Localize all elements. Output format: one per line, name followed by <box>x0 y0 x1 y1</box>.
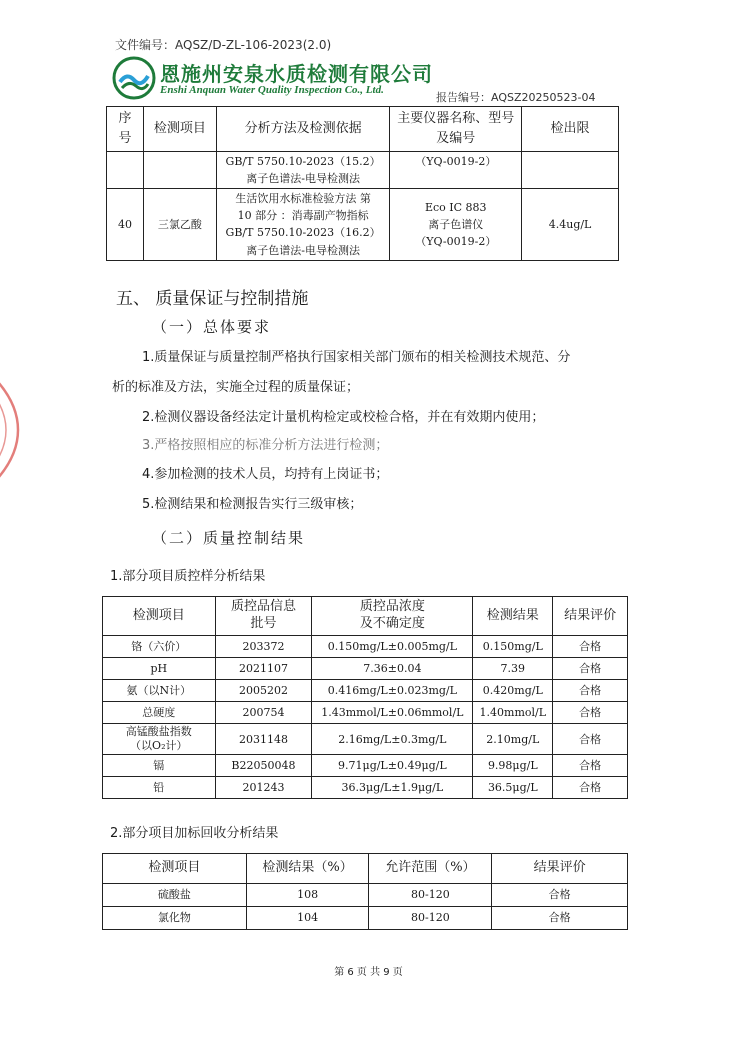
evaluation-cell: 合格 <box>492 884 628 907</box>
concentration-cell: 0.150mg/L±0.005mg/L <box>312 635 473 657</box>
result-cell: 7.39 <box>473 657 553 679</box>
result-cell: 9.98μg/L <box>473 755 553 777</box>
table-header-row <box>103 597 628 636</box>
company-logo-icon <box>112 56 156 100</box>
qc-table <box>102 596 628 799</box>
header-cell: 检测项目 <box>103 597 216 636</box>
item-cell: 三氯乙酸 <box>143 189 216 260</box>
no-cell <box>107 152 144 189</box>
concentration-cell: 0.416mg/L±0.023mg/L <box>312 679 473 701</box>
result-cell: 104 <box>246 907 369 930</box>
evaluation-cell: 合格 <box>492 907 628 930</box>
evaluation-cell: 合格 <box>553 723 628 755</box>
batch-cell: 2031148 <box>215 723 312 755</box>
method-line: 10 部分 ：消毒副产物指标 <box>237 209 369 223</box>
limit-cell <box>522 152 619 189</box>
header-cell: 质控品信息 批号 <box>215 597 312 636</box>
header-cell: 主要仪器名称、型号及编号 <box>390 107 522 152</box>
concentration-cell: 2.16mg/L±0.3mg/L <box>312 723 473 755</box>
result-cell: 2.10mg/L <box>473 723 553 755</box>
table-row <box>103 907 628 930</box>
item-cell: 铅 <box>103 777 216 799</box>
batch-cell: 2021107 <box>215 657 312 679</box>
table-row <box>103 884 628 907</box>
table-row <box>107 152 619 189</box>
instrument-line: 离子色谱仪 <box>428 217 484 231</box>
requirement-item: 5.检测结果和检测报告实行三级审核； <box>142 497 363 512</box>
method-line: 生活饮用水标准检验方法 第 <box>235 192 371 206</box>
header-cell: 允许范围（%） <box>369 854 492 884</box>
table-header-row <box>103 854 628 884</box>
evaluation-cell: 合格 <box>553 777 628 799</box>
evaluation-cell: 合格 <box>553 679 628 701</box>
result-cell: 108 <box>246 884 369 907</box>
method-line: GB/T 5750.10-2023（15.2） <box>225 155 381 169</box>
result-cell: 1.40mmol/L <box>473 701 553 723</box>
subsection-qc-results: （二）质量控制结果 <box>152 529 306 547</box>
item-cell: 镉 <box>103 755 216 777</box>
subsection-general: （一）总体要求 <box>152 318 272 336</box>
table-row <box>103 701 628 723</box>
section-title: 五、 质量保证与控制措施 <box>116 289 309 309</box>
result-cell: 0.150mg/L <box>473 635 553 657</box>
item-cell <box>143 152 216 189</box>
table-row <box>103 777 628 799</box>
header-cell: 检测项目 <box>143 107 216 152</box>
table-row <box>103 755 628 777</box>
batch-cell: 2005202 <box>215 679 312 701</box>
instrument-cell <box>390 189 522 260</box>
evaluation-cell: 合格 <box>553 755 628 777</box>
header-cell: 分析方法及检测依据 <box>216 107 390 152</box>
header-cell: 检出限 <box>522 107 619 152</box>
evaluation-cell: 合格 <box>553 657 628 679</box>
limit-cell: 4.4ug/L <box>522 189 619 260</box>
result-cell: 0.420mg/L <box>473 679 553 701</box>
item-cell: 硫酸盐 <box>103 884 247 907</box>
table-row <box>103 679 628 701</box>
range-cell: 80-120 <box>369 907 492 930</box>
item-cell: 氨（以N计） <box>103 679 216 701</box>
concentration-cell: 1.43mmol/L±0.06mmol/L <box>312 701 473 723</box>
instrument-line: Eco IC 883 <box>424 200 487 214</box>
table-row <box>103 723 628 755</box>
requirement-item: 1.质量保证与质量控制严格执行国家相关部门颁布的相关检测技术规范、分 <box>142 350 571 365</box>
method-line: 离子色谱法-电导检测法 <box>246 243 360 257</box>
document-number: 文件编号：AQSZ/D-ZL-106-2023(2.0) <box>115 38 332 52</box>
header-cell: 检测结果（%） <box>246 854 369 884</box>
header-cell: 结果评价 <box>492 854 628 884</box>
concentration-cell: 36.3μg/L±1.9μg/L <box>312 777 473 799</box>
batch-cell: B22050048 <box>215 755 312 777</box>
no-cell: 40 <box>107 189 144 260</box>
concentration-cell: 7.36±0.04 <box>312 657 473 679</box>
table-row <box>103 657 628 679</box>
instrument-line: （YQ-0019-2） <box>415 155 497 169</box>
header-cell: 检测项目 <box>103 854 247 884</box>
seal-stamp-icon <box>0 355 24 505</box>
header-cell: 质控品浓度 及不确定度 <box>312 597 473 636</box>
requirement-item: 2.检测仪器设备经法定计量机构检定或校检合格，并在有效期内使用； <box>142 410 545 425</box>
report-number: 报告编号：AQSZ20250523-04 <box>436 91 596 104</box>
item-cell: 铬（六价） <box>103 635 216 657</box>
range-cell: 80-120 <box>369 884 492 907</box>
concentration-cell: 9.71μg/L±0.49μg/L <box>312 755 473 777</box>
method-cell <box>216 189 390 260</box>
method-cell <box>216 152 390 189</box>
instrument-cell <box>390 152 522 189</box>
method-line: 离子色谱法-电导检测法 <box>246 172 360 186</box>
requirement-item: 4.参加检测的技术人员，均持有上岗证书； <box>142 467 389 482</box>
company-name-en: Enshi Anquan Water Quality Inspection Co., Ltd. <box>160 84 384 96</box>
table-row <box>107 189 619 260</box>
table-header-row <box>107 107 619 152</box>
requirement-item: 析的标准及方法，实施全过程的质量保证； <box>112 380 360 395</box>
page-number: 第 6 页 共 9 页 <box>334 967 403 978</box>
spike-table-title: 2.部分项目加标回收分析结果 <box>110 826 279 841</box>
evaluation-cell: 合格 <box>553 701 628 723</box>
requirement-item: 3.严格按照相应的标准分析方法进行检测； <box>142 438 389 453</box>
spike-table <box>102 853 628 930</box>
item-cell: 总硬度 <box>103 701 216 723</box>
item-cell: 高锰酸盐指数 （以O₂计） <box>103 723 216 755</box>
company-name-cn: 恩施州安泉水质检测有限公司 <box>160 62 433 86</box>
header-cell: 结果评价 <box>553 597 628 636</box>
batch-cell: 203372 <box>215 635 312 657</box>
evaluation-cell: 合格 <box>553 635 628 657</box>
item-cell: 氯化物 <box>103 907 247 930</box>
table-row <box>103 635 628 657</box>
instrument-line: （YQ-0019-2） <box>415 234 497 248</box>
result-cell: 36.5μg/L <box>473 777 553 799</box>
qc-table-title: 1.部分项目质控样分析结果 <box>110 569 266 584</box>
batch-cell: 201243 <box>215 777 312 799</box>
item-cell: pH <box>103 657 216 679</box>
method-line: GB/T 5750.10-2023（16.2） <box>225 226 381 240</box>
header-cell: 序号 <box>107 107 144 152</box>
batch-cell: 200754 <box>215 701 312 723</box>
method-table <box>106 106 619 261</box>
header-cell: 检测结果 <box>473 597 553 636</box>
